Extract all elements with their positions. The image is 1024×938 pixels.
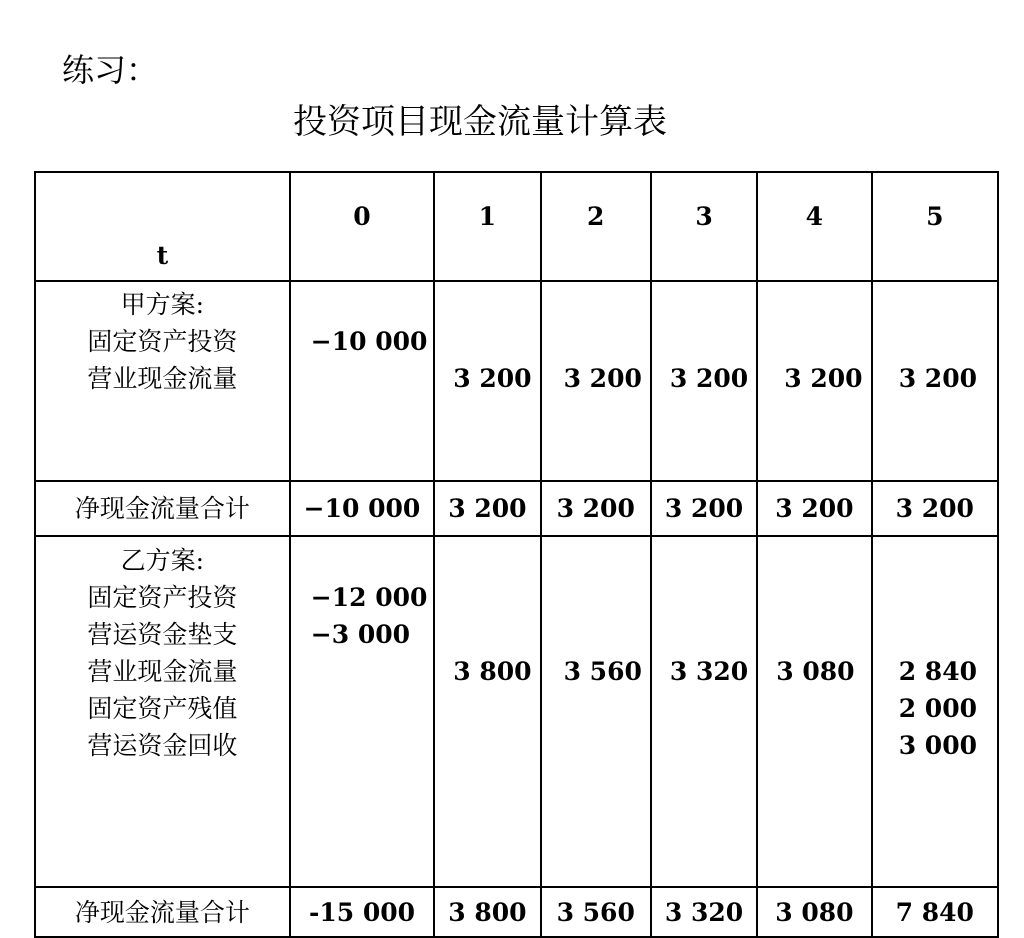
- net-a-row: [35, 481, 998, 536]
- plan-b-salvage-label: 固定资产残值: [87, 694, 238, 723]
- net-b-period-2: 3 560: [541, 887, 651, 937]
- plan-b-investment-label: 固定资产投资: [87, 583, 238, 612]
- plan-a-period-1: [434, 281, 540, 481]
- plan-b-period-4: [757, 536, 871, 887]
- plan-b-investment-0: −12 000: [310, 583, 428, 612]
- net-b-period-4: 3 080: [757, 887, 871, 937]
- header-period-3: 3: [651, 172, 757, 281]
- net-a-period-2: 3 200: [541, 481, 651, 536]
- net-b-period-3: 3 320: [651, 887, 757, 937]
- plan-b-period-2: [541, 536, 651, 887]
- plan-a-title: 甲方案:: [120, 290, 205, 319]
- plan-b-period-5: [872, 536, 998, 887]
- header-row: [35, 172, 998, 281]
- plan-a-period-3: [651, 281, 757, 481]
- plan-a-operating-3: 3 200: [669, 364, 749, 393]
- net-b-row: [35, 887, 998, 937]
- plan-b-recovery-5: 3 000: [898, 731, 977, 760]
- net-b-period-5: 7 840: [872, 887, 998, 937]
- header-period-0: 0: [290, 172, 434, 281]
- plan-b-operating-5: 2 840: [898, 657, 977, 686]
- plan-b-title: 乙方案:: [120, 546, 205, 575]
- net-a-period-0: −10 000: [290, 481, 434, 536]
- plan-a-operating-5: 3 200: [898, 364, 977, 393]
- header-period-1: 1: [434, 172, 540, 281]
- plan-a-investment-0: −10 000: [310, 327, 428, 356]
- plan-b-operating-label: 营业现金流量: [87, 657, 238, 686]
- plan-a-row: [35, 281, 998, 481]
- net-a-period-4: 3 200: [757, 481, 871, 536]
- header-period-4: 4: [757, 172, 871, 281]
- plan-b-operating-3: 3 320: [669, 657, 749, 686]
- plan-b-row: [35, 536, 998, 887]
- plan-b-recovery-label: 营运资金回收: [87, 731, 238, 760]
- exercise-heading: 练习：: [62, 51, 159, 89]
- net-a-period-3: 3 200: [651, 481, 757, 536]
- net-b-label: 净现金流量合计: [35, 887, 290, 937]
- plan-a-period-4: [757, 281, 871, 481]
- plan-a-labels: [35, 281, 290, 481]
- net-b-period-0: -15 000: [290, 887, 434, 937]
- plan-a-period-5: [872, 281, 998, 481]
- plan-a-period-2: [541, 281, 651, 481]
- cash-flow-table: [34, 171, 999, 938]
- net-b-period-1: 3 800: [434, 887, 540, 937]
- plan-a-operating-2: 3 200: [563, 364, 642, 393]
- net-a-label: 净现金流量合计: [35, 481, 290, 536]
- net-a-period-1: 3 200: [434, 481, 540, 536]
- plan-b-operating-4: 3 080: [776, 657, 855, 686]
- plan-b-period-1: [434, 536, 540, 887]
- table-title: 投资项目现金流量计算表: [293, 102, 667, 142]
- plan-b-operating-2: 3 560: [563, 657, 642, 686]
- plan-b-labels: [35, 536, 290, 887]
- plan-a-operating-label: 营业现金流量: [87, 364, 238, 393]
- net-a-period-5: 3 200: [872, 481, 998, 536]
- plan-a-investment-label: 固定资产投资: [87, 327, 238, 356]
- plan-b-period-0: [290, 536, 434, 887]
- plan-a-operating-4: 3 200: [784, 364, 863, 393]
- header-period-2: 2: [541, 172, 651, 281]
- plan-a-operating-1: 3 200: [453, 364, 532, 393]
- plan-b-operating-1: 3 800: [453, 657, 532, 686]
- plan-b-salvage-5: 2 000: [898, 694, 977, 723]
- plan-b-working-capital-0: −3 000: [310, 620, 411, 649]
- plan-a-period-0: [290, 281, 434, 481]
- plan-b-period-3: [651, 536, 757, 887]
- plan-b-working-capital-label: 营运资金垫支: [87, 620, 238, 649]
- header-t: t: [35, 172, 290, 281]
- header-period-5: 5: [872, 172, 998, 281]
